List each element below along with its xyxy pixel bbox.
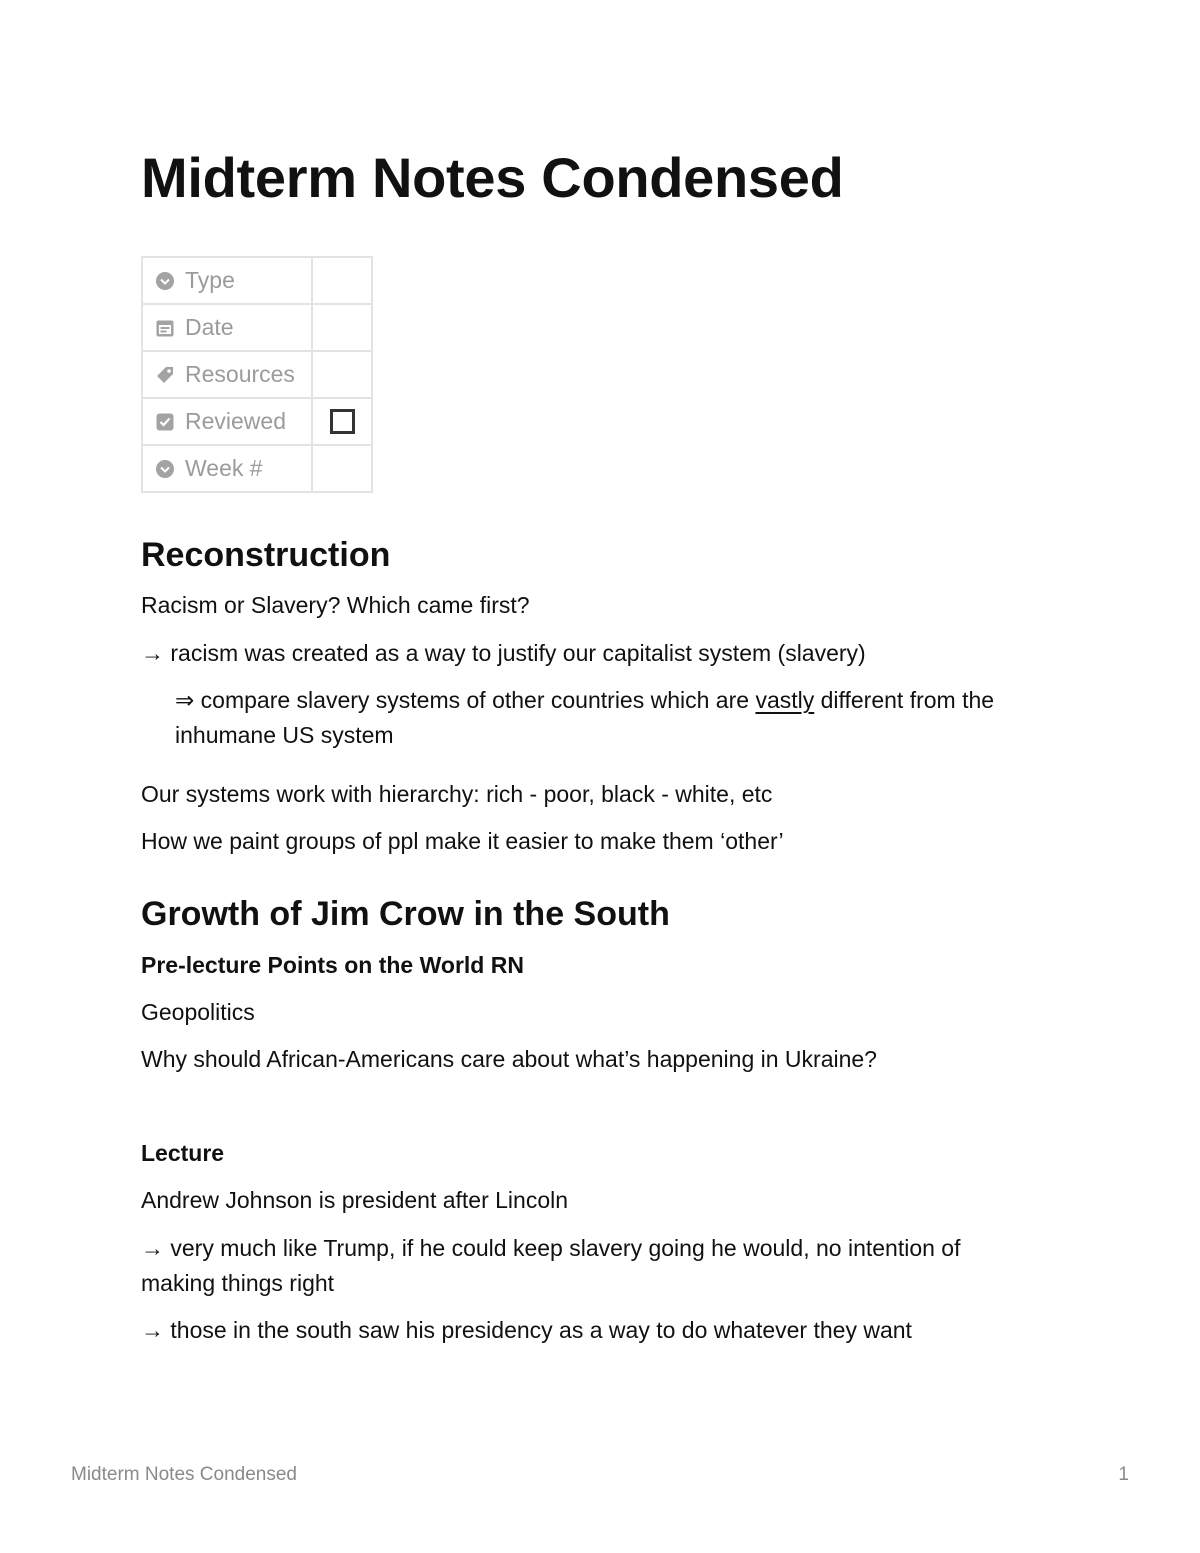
property-row-date [142,304,372,351]
property-value-date[interactable] [312,304,372,351]
property-name-cell [142,304,312,351]
property-row-week [142,445,372,492]
paragraph-compare-continued: inhumane US system [175,722,394,748]
property-label-date: Date [185,314,234,340]
paragraph-johnson: Andrew Johnson is president after Lincoln [141,1187,569,1213]
property-value-type[interactable] [312,257,372,304]
tag-icon [155,365,175,385]
property-value-resources[interactable] [312,351,372,398]
select-icon [155,271,175,291]
property-value-week[interactable] [312,445,372,492]
property-row-resources [142,351,372,398]
property-name-cell [142,445,312,492]
property-name-cell [142,257,312,304]
heading-jim-crow: Growth of Jim Crow in the South [141,895,670,933]
select-icon [155,459,175,479]
property-row-reviewed [142,398,372,445]
property-label-resources: Resources [185,361,295,387]
paragraph-south: → those in the south saw his presidency as a way to do whatever they want [141,1317,912,1343]
properties-table [141,256,373,493]
compare-text-end: different from the [814,687,995,713]
property-row-type [142,257,372,304]
compare-emphasis: vastly [755,687,815,713]
compare-text-start: ⇒ compare slavery systems of other countries which are [175,687,756,713]
paragraph-arrow-racism: → racism was created as a way to justify our capitalist system (slavery) [141,640,866,666]
subheading-lecture: Lecture [141,1140,225,1166]
page-title: Midterm Notes Condensed [141,146,844,209]
paragraph-trump-continued: making things right [141,1270,335,1296]
property-value-reviewed [312,398,372,445]
checkbox-icon [155,412,175,432]
paragraph-paint: How we paint groups of ppl make it easier to make them ‘other’ [141,828,784,854]
subheading-prelecture: Pre-lecture Points on the World RN [141,952,524,978]
heading-reconstruction: Reconstruction [141,536,391,574]
calendar-icon [155,318,175,338]
paragraph-trump: → very much like Trump, if he could keep slavery going he would, no intention of [141,1235,961,1261]
paragraph-hierarchy: Our systems work with hierarchy: rich - poor, black - white, etc [141,781,773,807]
property-label-type: Type [185,267,235,293]
paragraph-compare [175,682,994,718]
property-label-week: Week # [185,455,263,481]
paragraph-question: Racism or Slavery? Which came first? [141,592,530,618]
footer-title: Midterm Notes Condensed [71,1464,297,1485]
property-name-cell [142,351,312,398]
footer-page-number: 1 [1118,1464,1129,1485]
paragraph-ukraine: Why should African-Americans care about what’s happening in Ukraine? [141,1046,877,1072]
paragraph-geopolitics: Geopolitics [141,999,255,1025]
property-label-reviewed: Reviewed [185,408,286,434]
reviewed-checkbox[interactable] [330,409,355,434]
property-name-cell [142,398,312,445]
